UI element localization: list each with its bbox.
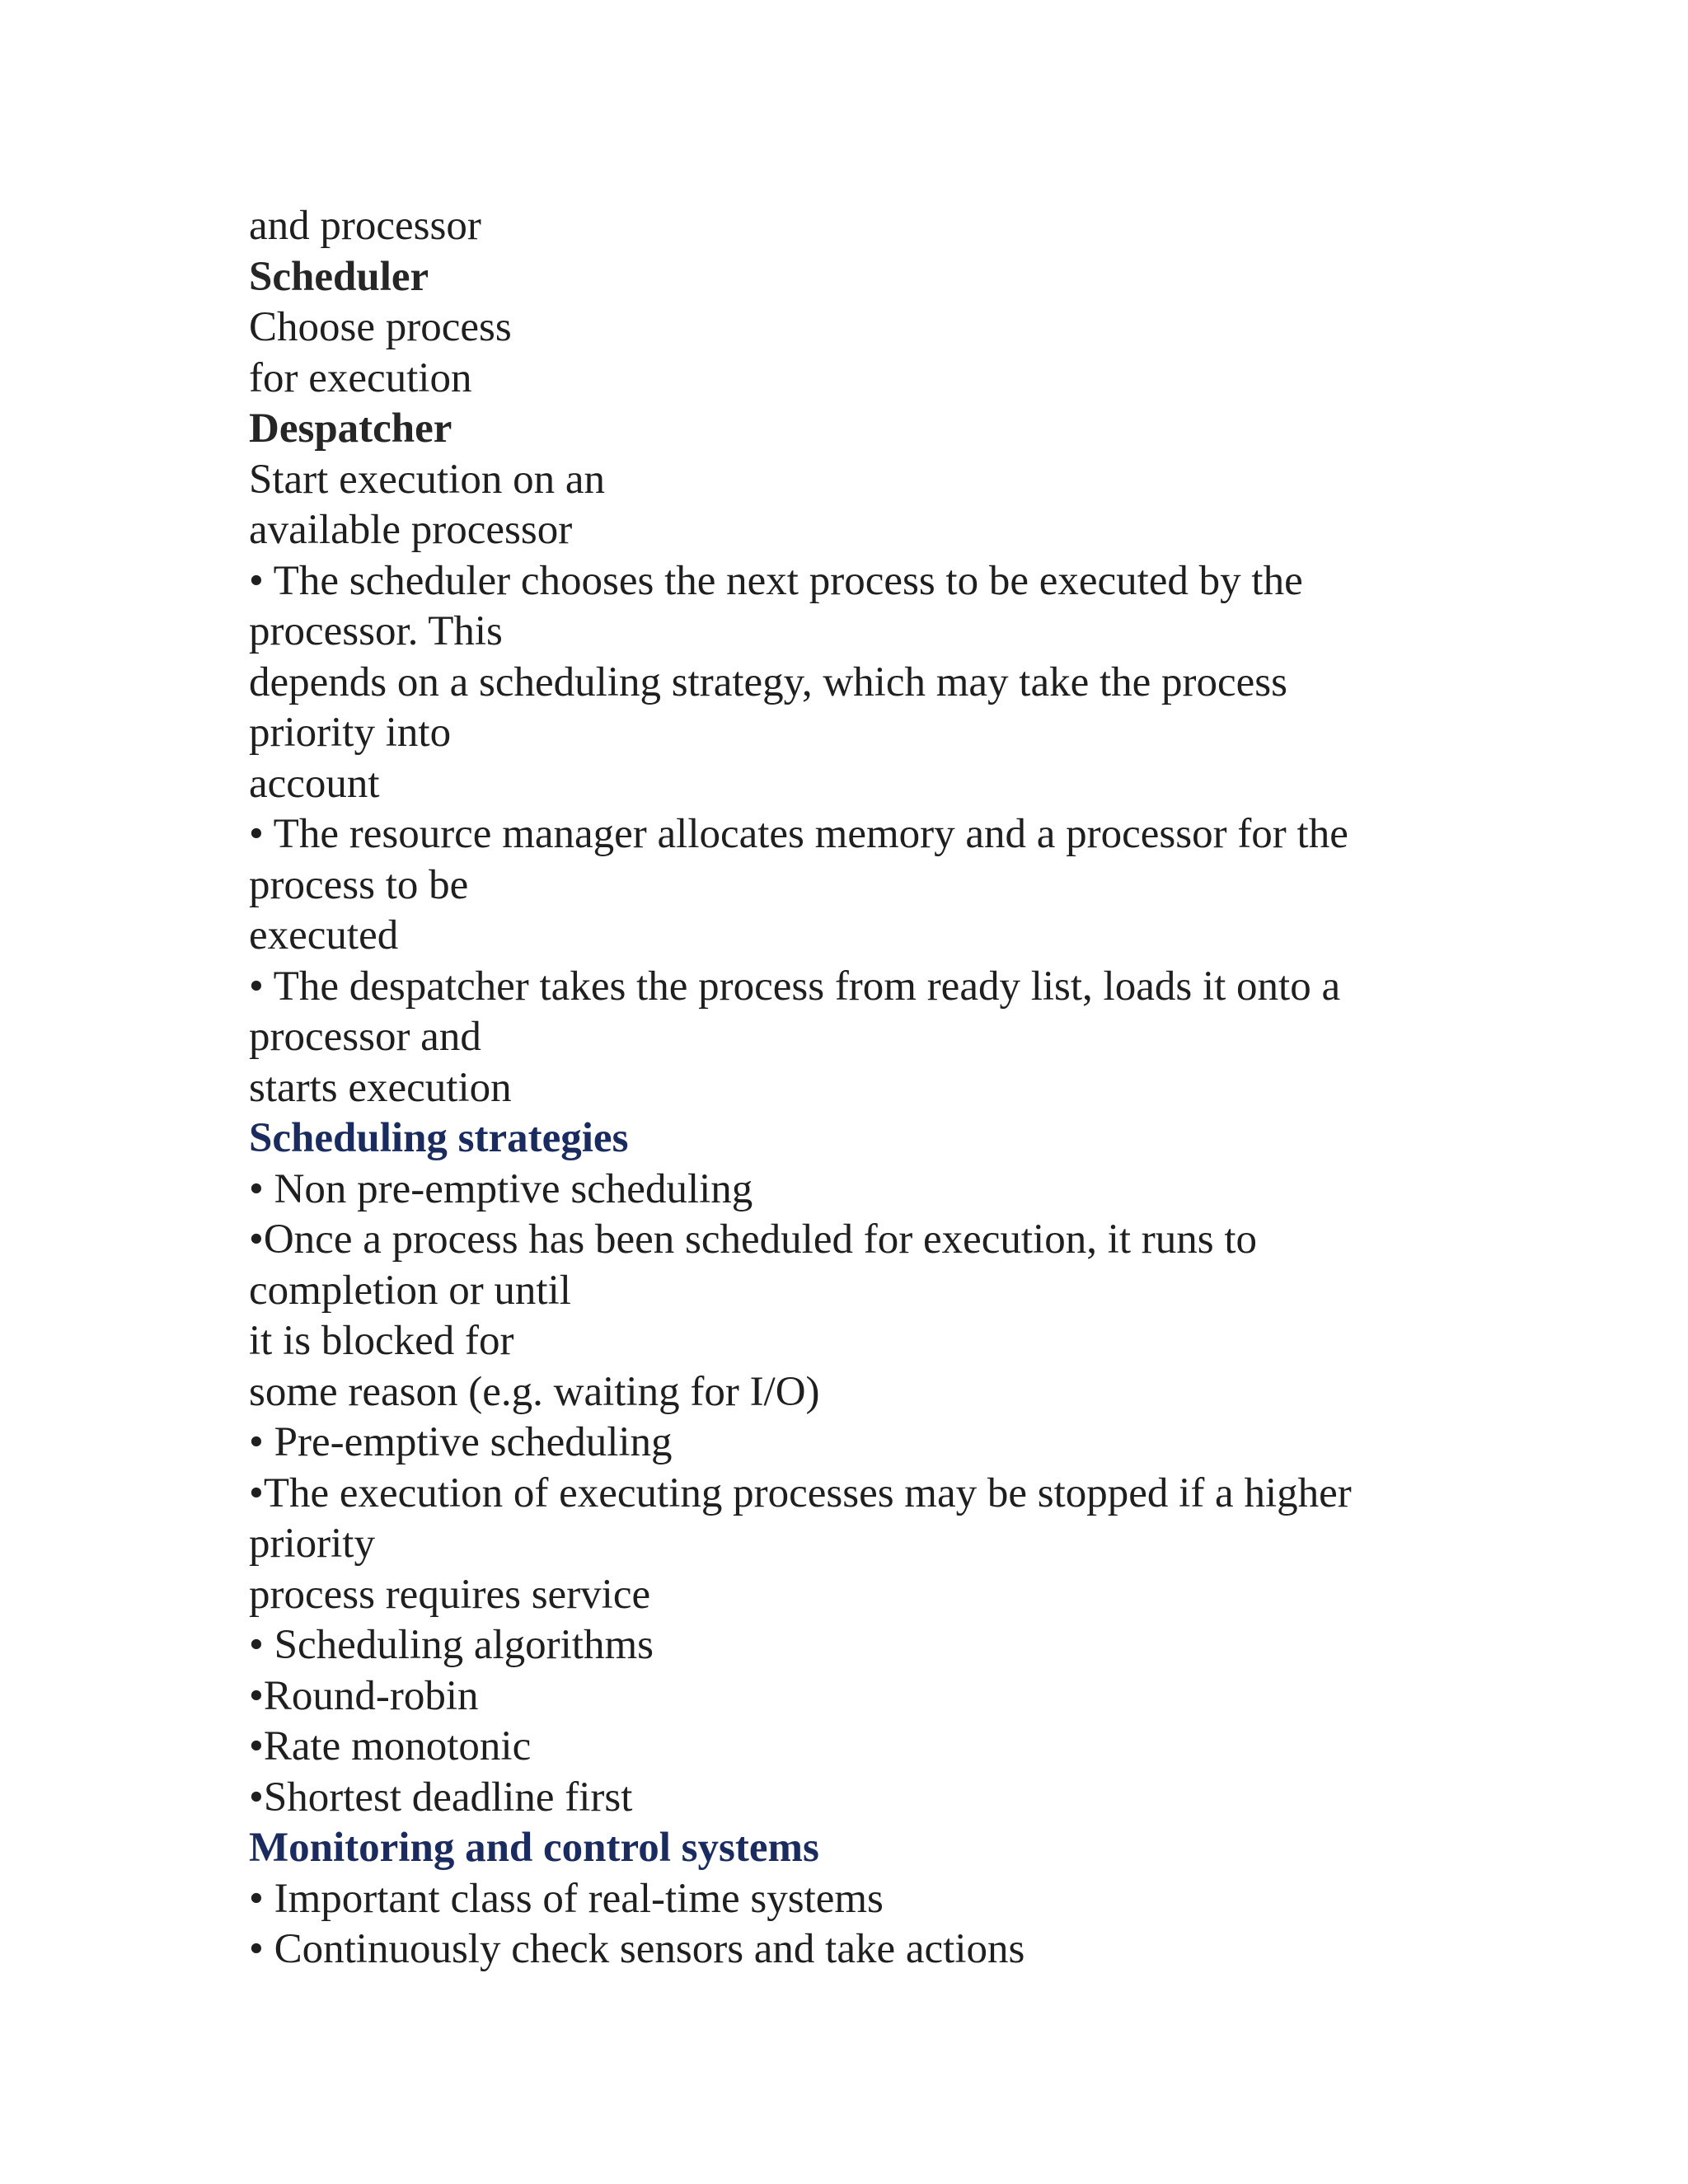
- text-line: priority: [249, 1521, 375, 1567]
- text-line: priority into: [249, 710, 452, 756]
- text-line: and processor: [249, 203, 481, 249]
- bullet-line: •Shortest deadline first: [249, 1774, 633, 1821]
- text-line: completion or until: [249, 1267, 571, 1314]
- bullet-line: • The scheduler chooses the next process to be executed by the: [249, 557, 1303, 604]
- bullet-line: • Pre-emptive scheduling: [249, 1419, 673, 1465]
- term-scheduler: Scheduler: [249, 253, 429, 300]
- text-line: account: [249, 760, 380, 807]
- bullet-line: •The execution of executing processes may be stopped if a higher: [249, 1469, 1352, 1516]
- bullet-line: •Rate monotonic: [249, 1723, 532, 1769]
- text-line: it is blocked for: [249, 1318, 514, 1364]
- text-line: for execution: [249, 354, 472, 401]
- bullet-line: • Non pre-emptive scheduling: [249, 1165, 753, 1212]
- text-line: starts execution: [249, 1064, 512, 1111]
- text-line: process requires service: [249, 1571, 651, 1618]
- section-heading-scheduling-strategies: Scheduling strategies: [249, 1115, 629, 1161]
- text-line: executed: [249, 912, 399, 958]
- text-line: processor. This: [249, 608, 503, 654]
- text-line: depends on a scheduling strategy, which may take the process: [249, 658, 1287, 705]
- bullet-line: • The resource manager allocates memory and a processor for the: [249, 811, 1348, 857]
- bullet-line: •Round-robin: [249, 1672, 479, 1719]
- text-line: process to be: [249, 861, 469, 908]
- bullet-line: •Once a process has been scheduled for execution, it runs to: [249, 1216, 1258, 1263]
- bullet-line: • Important class of real-time systems: [249, 1875, 884, 1922]
- bullet-line: • The despatcher takes the process from ready list, loads it onto a: [249, 963, 1341, 1010]
- section-heading-monitoring-control: Monitoring and control systems: [249, 1825, 819, 1871]
- text-line: available processor: [249, 507, 573, 553]
- bullet-line: • Scheduling algorithms: [249, 1622, 654, 1668]
- text-line: Choose process: [249, 304, 512, 350]
- term-despatcher: Despatcher: [249, 405, 452, 452]
- text-line: some reason (e.g. waiting for I/O): [249, 1368, 820, 1415]
- text-line: processor and: [249, 1014, 481, 1060]
- bullet-line: • Continuously check sensors and take actions: [249, 1926, 1025, 1972]
- document-body: [249, 201, 1469, 1975]
- text-line: Start execution on an: [249, 456, 605, 503]
